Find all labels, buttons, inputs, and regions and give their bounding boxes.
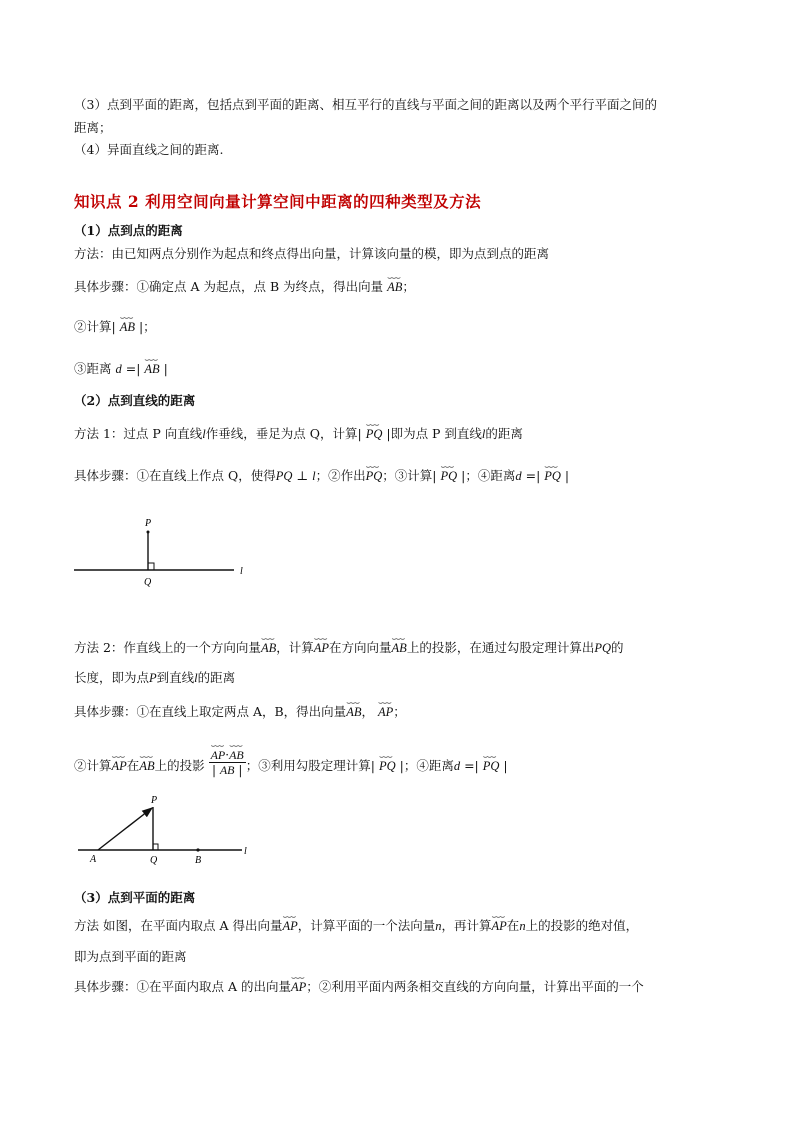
- vector-PQ: ⌣⌣⌣ PQ: [366, 467, 383, 485]
- section-heading: 知识点 2 利用空间向量计算空间中距离的四种类型及方法: [74, 192, 482, 211]
- vector-PQ: ⌣⌣⌣ PQ: [366, 425, 383, 443]
- vector-AB: ⌣⌣⌣ AB: [144, 360, 159, 378]
- steps-point-point: 具体步骤：①确定点 A 为起点，点 B 为终点，得出向量 ⌣⌣⌣ AB；: [74, 278, 734, 296]
- vector-AB: ⌣⌣⌣ AB: [120, 318, 135, 336]
- paragraph-skew-lines: （4）异面直线之间的距离.: [74, 142, 224, 157]
- steps1-point-line: 具体步骤：①在直线上作点 Q，使得PQ ⊥ l；②作出⌣⌣⌣ PQ；③计算| ⌣⌣⌣ PQ |；④距离d =| ⌣⌣⌣ PQ |: [74, 467, 734, 485]
- point-B: [196, 848, 199, 851]
- method-point-plane: 方法 如图，在平面内取点 A 得出向量⌣⌣⌣ AP，计算平面的一个法向量n，再计算⌣⌣⌣ AP在n上的投影的绝对值，: [74, 917, 734, 935]
- vector-AP: ⌣⌣⌣ AP: [314, 639, 329, 657]
- method-point-point: 方法：由已知两点分别作为起点和终点得出向量，计算该向量的模，即为点到点的距离: [74, 246, 550, 261]
- subsection-title-point-point: （1）点到点的距离: [74, 223, 183, 238]
- vector-AP: ⌣⌣⌣ AP: [282, 917, 297, 935]
- method-point-plane-cont: 即为点到平面的距离: [74, 949, 187, 964]
- label-Q: Q: [150, 855, 158, 866]
- steps2-point-line: 具体步骤：①在直线上取定两点 A，B，得出向量⌣⌣⌣ AB， ⌣⌣⌣ AP；: [74, 703, 734, 721]
- figure-projection: [74, 792, 264, 872]
- vector-AB: ⌣⌣⌣ AB: [346, 703, 361, 721]
- vector-PQ: ⌣⌣⌣ PQ: [544, 467, 561, 485]
- vector-AB: ⌣⌣⌣ AB: [139, 757, 154, 775]
- right-angle-mark: [153, 844, 158, 850]
- projection-fraction: ⌣⌣⌣ $\frac{AP\cdot⌣⌣⌣ AB}{| AB |}$: [209, 748, 246, 777]
- vector-AP-arrow: [98, 808, 152, 850]
- label-P: P: [145, 518, 152, 529]
- method2-point-line: 方法 2：作直线上的一个方向向量⌣⌣⌣ AB，计算⌣⌣⌣ AP在方向向量⌣⌣⌣ AB上的投影，在通过勾股定理计算出PQ的: [74, 639, 734, 657]
- steps3-point-line: ②计算⌣⌣⌣ AP在⌣⌣⌣ AB上的投影 ⌣⌣⌣ $\frac{AP\cdot⌣⌣⌣ AB}{| AB |}$ ；③利用勾股定理计算| ⌣⌣⌣ PQ |；④距离d =| ⌣⌣⌣ PQ |: [74, 752, 734, 781]
- method1-point-line: 方法 1：过点 P 向直线l作垂线，垂足为点 Q，计算| ⌣⌣⌣ PQ |即为点 P 到直线l的距离: [74, 425, 734, 443]
- vector-AP: ⌣⌣⌣ AP: [492, 917, 507, 935]
- method2-point-line-cont: 长度，即为点P到直线l的距离: [74, 670, 236, 685]
- subsection-title-point-line: （2）点到直线的距离: [74, 393, 196, 408]
- vector-AP: ⌣⌣⌣ AP: [112, 757, 127, 775]
- vector-PQ: ⌣⌣⌣ PQ: [440, 467, 457, 485]
- subsection-title-point-plane: （3）点到平面的距离: [74, 890, 196, 905]
- step2-point-point: ②计算| ⌣⌣⌣ AB |；: [74, 318, 734, 336]
- label-l: l: [240, 566, 243, 577]
- vector-AB: ⌣⌣⌣ AB: [392, 639, 407, 657]
- label-B: B: [195, 855, 202, 866]
- label-P: P: [151, 795, 158, 806]
- vector-AP: ⌣⌣⌣ AP: [291, 978, 306, 996]
- label-Q: Q: [144, 577, 152, 588]
- label-l: l: [244, 846, 247, 857]
- paragraph-point-plane-types-cont: 距离；: [74, 120, 112, 135]
- steps-point-plane: 具体步骤：①在平面内取点 A 的出向量⌣⌣⌣ AP；②利用平面内两条相交直线的方向向量，计算出平面的一个: [74, 978, 734, 996]
- vector-PQ: ⌣⌣⌣ PQ: [379, 757, 396, 775]
- label-A: A: [90, 854, 97, 865]
- step3-point-point: ③距离 d =| ⌣⌣⌣ AB |: [74, 360, 734, 378]
- vector-AB: ⌣⌣⌣ AB: [387, 278, 402, 296]
- figure-perpendicular: [72, 512, 262, 592]
- vector-AP: ⌣⌣⌣ AP: [378, 703, 393, 721]
- point-P: [147, 531, 150, 534]
- paragraph-point-plane-types: （3）点到平面的距离，包括点到平面的距离、相互平行的直线与平面之间的距离以及两个平行平面之间的: [74, 97, 657, 112]
- right-angle-mark: [148, 563, 154, 570]
- vector-AB: ⌣⌣⌣ AB: [261, 639, 276, 657]
- vector-PQ: ⌣⌣⌣ PQ: [483, 757, 500, 775]
